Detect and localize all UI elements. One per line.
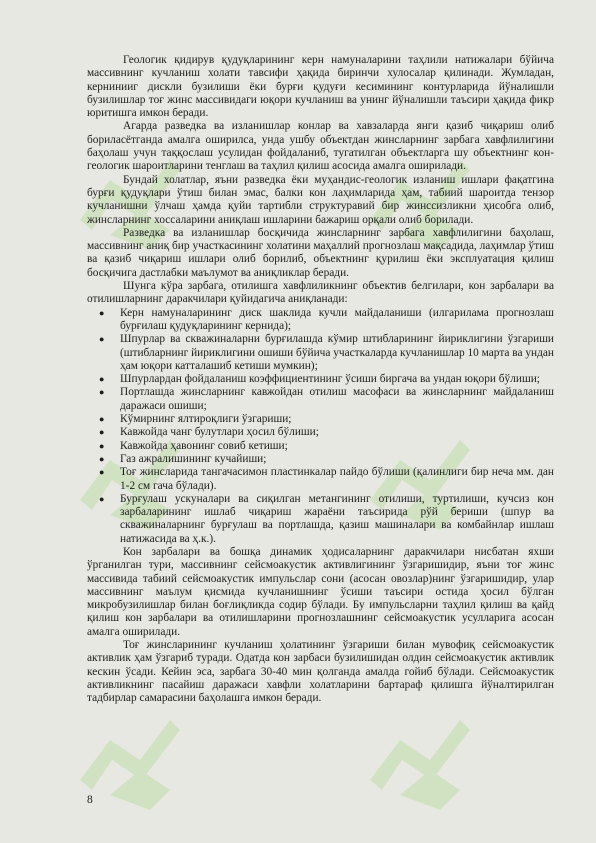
- list-item-text: Керн намуналарининг диск шаклида кучли майдаланиши (илгарилама прогнозлаш бурғилаш қудуқларининг кернида);: [120, 306, 554, 332]
- bullet-icon: ●: [99, 440, 105, 451]
- list-item-text: Портлашда жинсларнинг кавжойдан отилиш масофаси ва жинсларнинг майдаланиш даражаси ошиши;: [120, 386, 554, 412]
- body-text: [87, 54, 554, 706]
- bullet-icon: ●: [99, 427, 105, 438]
- paragraph: Тоғ жинсларининг кучланиш ҳолатининг ўзгариши билан мувофиқ сейсмоакустик активлик ҳам ўзгариб туради. Одатда кон зарбаси бузилишидан олдин сейсмоакустик активлик кескин ўсади. Кейин эса, зарбага 30-40 мин қолганда амалда гойиб бўлади. Сейсмоакустик активликнинг пасайиш даражаси хавфли холатларини бартараф қилишга йўналтирилган тадбирлар самарасини баҳолашга имкон беради.: [87, 639, 554, 705]
- list-item-text: Газ ажралишининг кучайиши;: [120, 452, 267, 465]
- list-item: [87, 333, 554, 373]
- paragraph: Разведка ва изланишлар босқичида жинсларнинг зарбага хавфлилигини баҳолаш, массивнинг аниқ бир участкасининг холатини маҳаллий прогнозлаш мақсадида, лаҳимлар ўтиш ва қазиб чиқариш ишлари олиб борилиб, объектнинг қурилиш ёки эксплуатация қилиш босқичига дастлабки маълумот ва аниқликлар беради.: [87, 226, 554, 279]
- bullet-icon: ●: [99, 334, 105, 345]
- list-item: [87, 413, 554, 426]
- paragraph: Кон зарбалари ва бошқа динамик ҳодисаларнинг даракчилари нисбатан яхши ўрганилган тури, массивнинг сейсмоакустик активлигининг ўзгаришидир, яъни тоғ жинс массивида табиий сейсмоакустик импульслар сони (асосан овозлар)нинг ўзгаришидир, улар массивнинг маълум қисмида кучланишнинг ўсиши таъсири остида ҳосил бўлган микробузилишлар билан боғлиқликда содир бўлади. Бу импульсларни таҳлил қилиш ва қайд қилиш кон зарбалари ва отилишларини прогнозлашнинг сейсмоакустик усулларига асосан амалга оширилади.: [87, 545, 554, 638]
- bullet-icon: ●: [99, 387, 105, 398]
- list-item-text: Тоғ жинсларида тангачасимон пластинкалар пайдо бўлиши (қалинлиги бир неча мм. дан 1-2 см гача бўлади).: [120, 466, 554, 492]
- paragraph: Шунга кўра зарбага, отилишга хавфлиликнинг объектив белгилари, кон зарбалари ва отилишларнинг даракчилари қуйидагича аниқланади:: [87, 280, 554, 306]
- list-item-text: Шпурлар ва скважиналарни бурғилашда кўмир штибларининг йириклигини ўзгариши (штибларнинг йириклигини ошиши бўйича участкаларда кучланишлар 10 марта ва ундан ҳам юқори катталашиб кетиши мумкин);: [120, 333, 554, 372]
- list-item-text: Кавжойда ҳавонинг совиб кетиши;: [120, 439, 288, 452]
- paragraph: Бундай холатлар, яъни разведка ёки муҳандис-геологик изланиш ишлари фақатгина бурғи қудуқлари ўтиш билан эмас, балки кон лаҳимларида ҳам, табиий шароитда тензор кучланишни ўлчаш ҳамда қуйи тартибли структуравий бир жинссизликни ҳисобга олиб, жинсларнинг хоссаларини аниқлаш ишларини бажариш орқали олиб борилади.: [87, 173, 554, 226]
- watermark-logo-icon: [360, 700, 490, 820]
- bullet-icon: ●: [99, 467, 105, 478]
- list-item: [87, 453, 554, 466]
- list-item-text: Кавжойда чанг булутлари ҳосил бўлиши;: [120, 426, 319, 439]
- bullet-icon: ●: [99, 374, 105, 385]
- list-item-text: Шпурлардан фойдаланиш коэффициентининг ўсиши биргача ва ундан юқори бўлиши;: [120, 373, 540, 386]
- list-item-text: Бурғулаш ускуналари ва сиқилган метангининг отилиши, туртилиши, кучсиз кон зарбаларининг ишлаб чиқариш жараёни таъсирида рўй бериши (шпур ва скважиналарнинг бурғулаш ва портлашда, қазиш машиналари ва комбайнлар ишлаш натижасида ва ҳ.к.).: [120, 492, 554, 545]
- bullet-icon: ●: [99, 307, 105, 318]
- paragraph: Геологик қидирув қудуқларининг керн намуналарини таҳлили натижалари бўйича массивнинг кучланиш холати тавсифи ҳақида биринчи хулосалар қилинади. Жумладан, кернинииг дискли бузилиши ёки бурғи қудуғи кесимининг контурларида йўналишли бузилишлар тоғ жинс массивидаги юқори кучланиш ва унинг йўналишли таъсири ҳақида фикр юритишга имкон беради.: [87, 54, 554, 120]
- list-item-text: Кўмирнинг ялтироқлиги ўзгариши;: [120, 413, 292, 426]
- bullet-icon: ●: [99, 414, 105, 425]
- indicator-list: [87, 307, 554, 546]
- list-item: [87, 307, 554, 334]
- paragraph: Агарда разведка ва изланишлар конлар ва хавзаларда янги қазиб чиқариш олиб бориласётганда амалга оширилса, унда ушбу объектдан жинсларнинг зарбага хавфлилигини баҳолаш учун таққослаш усулидан фойдаланиб, тугатилган объектларга шу объектнинг кон-геологик шароитларини тенглаш ва таҳлил қилиш асосида амалга оширилади.: [87, 120, 554, 173]
- list-item: [87, 466, 554, 493]
- list-item: [87, 386, 554, 413]
- bullet-icon: ●: [99, 493, 105, 504]
- bullet-icon: ●: [99, 453, 105, 464]
- list-item: [87, 426, 554, 439]
- list-item: [87, 493, 554, 546]
- page-number: 8: [87, 794, 93, 806]
- list-item: [87, 440, 554, 453]
- list-item: [87, 373, 554, 386]
